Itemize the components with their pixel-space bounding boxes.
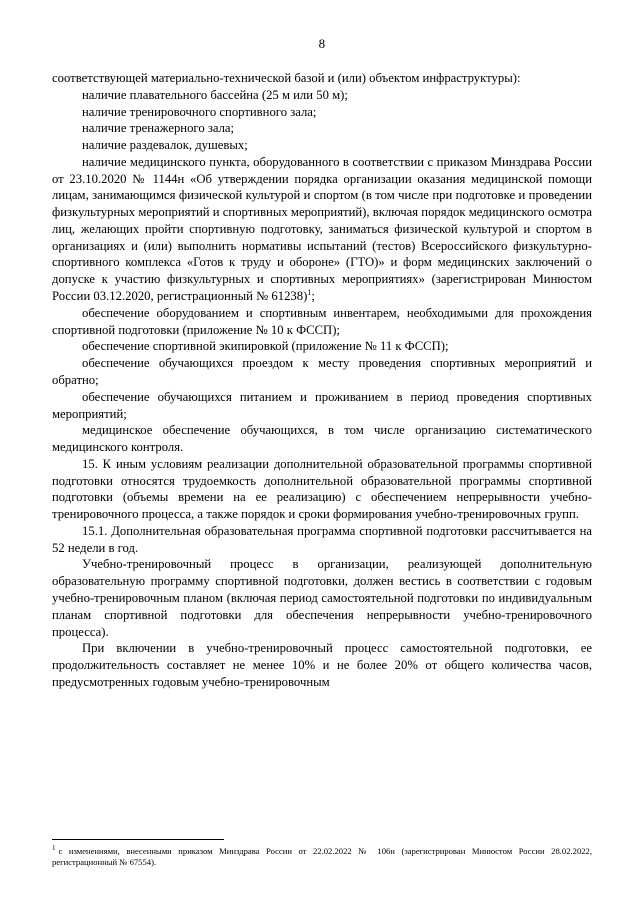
- footnote-divider: [52, 839, 224, 840]
- paragraph-text: наличие медицинского пункта, оборудованного в соответствии с приказом Минздрава России от 23.10.2020 № 1144н «Об утверждении порядка организации оказания медицинской помощи лицам, занимающимся физической культурой и спортом (в том числе при подготовке и проведении физкультурных мероприятий и спортивных мероприятий), включая порядок медицинского осмотра лиц, желающих пройти спортивную подготовку, заниматься физической культурой и спортом в организациях и (или) выполнить нормативы испытаний (тестов) Всероссийского физкультурно-спортивного комплекса «Готов к труду и обороне» (ГТО)» и форм медицинских заключений о допуске к участию физкультурных и спортивных мероприятиях» (зарегистрирован Минюстом России 03.12.2020, регистрационный № 61238): [52, 154, 592, 304]
- footnote: [52, 844, 592, 869]
- paragraph-with-footnote: [52, 154, 592, 305]
- paragraph: медицинское обеспечение обучающихся, в том числе организацию систематического медицинского контроля.: [52, 423, 592, 455]
- footnote-text: с изменениями, внесенными приказом Минздрава России от 22.02.2022 № 106н (зарегистрирован Минюстом России 28.02.2022, регистрационный № 67554).: [52, 845, 592, 868]
- paragraph: При включении в учебно-тренировочный процесс самостоятельной подготовки, ее продолжительность составляет не менее 10% и не более 20% от общего количества часов, предусмотренных годовым учебно-тренировочным: [52, 641, 592, 689]
- paragraph-text-tail: ;: [311, 289, 315, 304]
- page-number: 8: [318, 36, 326, 51]
- paragraph: наличие раздевалок, душевых;: [82, 138, 248, 153]
- paragraph: обеспечение оборудованием и спортивным инвентарем, необходимыми для прохождения спортивной подготовки (приложение № 10 к ФССП);: [52, 305, 592, 337]
- footnote-reference: 1: [307, 287, 312, 297]
- document-body: [52, 70, 592, 691]
- paragraph: наличие тренажерного зала;: [82, 121, 235, 136]
- paragraph: Учебно-тренировочный процесс в организации, реализующей дополнительную образовательную программу спортивной подготовки, должен вестись в соответствии с годовым учебно-тренировочным планом (включая период самостоятельной подготовки по индивидуальным планам спортивной подготовки для обеспечения непрерывности учебно-тренировочного процесса).: [52, 557, 592, 639]
- paragraph: обеспечение спортивной экипировкой (приложение № 11 к ФССП);: [82, 339, 449, 354]
- paragraph: обеспечение обучающихся проездом к месту проведения спортивных мероприятий и обратно;: [52, 356, 592, 388]
- paragraph: наличие плавательного бассейна (25 м или 50 м);: [82, 87, 348, 102]
- footnote-marker: 1: [52, 843, 56, 852]
- paragraph: наличие тренировочного спортивного зала;: [82, 104, 317, 119]
- paragraph: соответствующей материально-технической базой и (или) объектом инфраструктуры):: [52, 71, 521, 85]
- paragraph: обеспечение обучающихся питанием и проживанием в период проведения спортивных мероприятий;: [52, 389, 592, 421]
- paragraph: 15.1. Дополнительная образовательная программа спортивной подготовки рассчитывается на 52 недели в год.: [52, 523, 592, 555]
- footnote-area: [52, 839, 592, 869]
- paragraph: 15. К иным условиям реализации дополнительной образовательной программы спортивной подготовки относятся трудоемкость дополнительной образовательной программы спортивной подготовки (объемы времени на ее реализацию) с обеспечением непрерывности учебно-тренировочного процесса, а также порядок и сроки формирования учебно-тренировочных групп.: [52, 456, 592, 522]
